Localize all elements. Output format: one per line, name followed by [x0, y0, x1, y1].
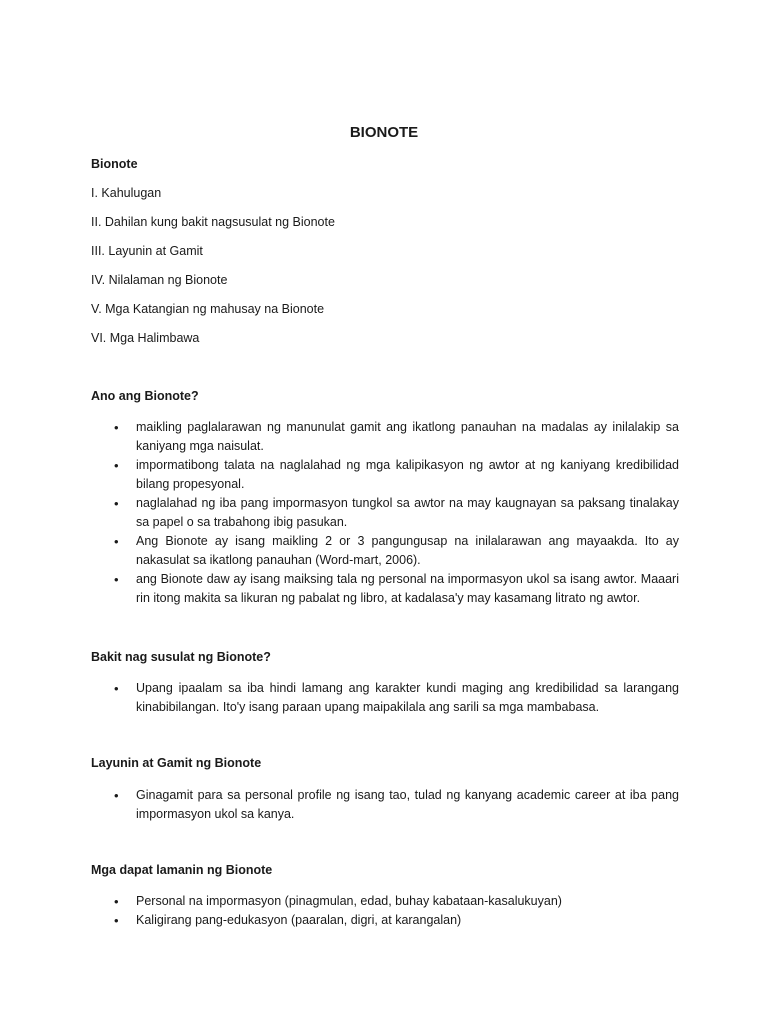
outline-item-3: III. Layunin at Gamit — [91, 244, 203, 258]
list-item: • maikling paglalarawan ng manunulat gamit ang ikatlong panauhan na madalas ay inilalakip sa kaniyang mga naisulat. — [91, 418, 679, 456]
list-item: • Upang ipaalam sa iba hindi lamang ang karakter kundi maging ang kredibilidad sa larangang kinabibilangan. Ito'y isang paraan upang maipakilala ang sarili sa mga mambabasa. — [91, 679, 679, 717]
list-item: • Ginagamit para sa personal profile ng isang tao, tulad ng kanyang academic career at iba pang impormasyon ukol sa kanya. — [91, 786, 679, 824]
section-heading-ano-ang-bionote: Ano ang Bionote? — [91, 389, 199, 403]
document-title: BIONOTE — [349, 124, 419, 141]
outline-item-2: II. Dahilan kung bakit nagsusulat ng Bionote — [91, 215, 335, 229]
outline-heading: Bionote — [91, 157, 138, 171]
section-heading-bakit: Bakit nag susulat ng Bionote? — [91, 650, 271, 664]
outline-item-1: I. Kahulugan — [91, 186, 162, 200]
list-item: • Personal na impormasyon (pinagmulan, edad, buhay kabataan-kasalukuyan) — [91, 892, 679, 911]
outline-item-6: VI. Mga Halimbawa — [91, 331, 200, 345]
section-heading-mga-dapat: Mga dapat lamanin ng Bionote — [91, 863, 273, 877]
outline-item-4: IV. Nilalaman ng Bionote — [91, 273, 228, 287]
section-1-bullet-list — [91, 418, 679, 608]
outline-item-5: V. Mga Katangian ng mahusay na Bionote — [91, 302, 325, 316]
list-item: • ang Bionote daw ay isang maiksing tala ng personal na impormasyon ukol sa isang awtor. Maaari rin itong makita sa likuran ng pabalat ng libro, at kadalasa'y may kasamang litrato ng awtor. — [91, 570, 679, 608]
section-4-bullet-list — [91, 892, 679, 930]
list-item: • Kaligirang pang-edukasyon (paaralan, digri, at karangalan) — [91, 911, 679, 930]
list-item: • naglalahad ng iba pang impormasyon tungkol sa awtor na may kaugnayan sa paksang tinalakay sa papel o sa trabahong ibig pasukan. — [91, 494, 679, 532]
section-2-bullet-list — [91, 679, 679, 717]
list-item: • impormatibong talata na naglalahad ng mga kalipikasyon ng awtor at ng kaniyang kredibilidad bilang propesyonal. — [91, 456, 679, 494]
section-heading-layunin: Layunin at Gamit ng Bionote — [91, 756, 262, 770]
list-item: • Ang Bionote ay isang maikling 2 or 3 pangungusap na inilalarawan ang mayaakda. Ito ay nakasulat sa ikatlong panauhan (Word-mart, 2006). — [91, 532, 679, 570]
section-3-bullet-list — [91, 786, 679, 824]
